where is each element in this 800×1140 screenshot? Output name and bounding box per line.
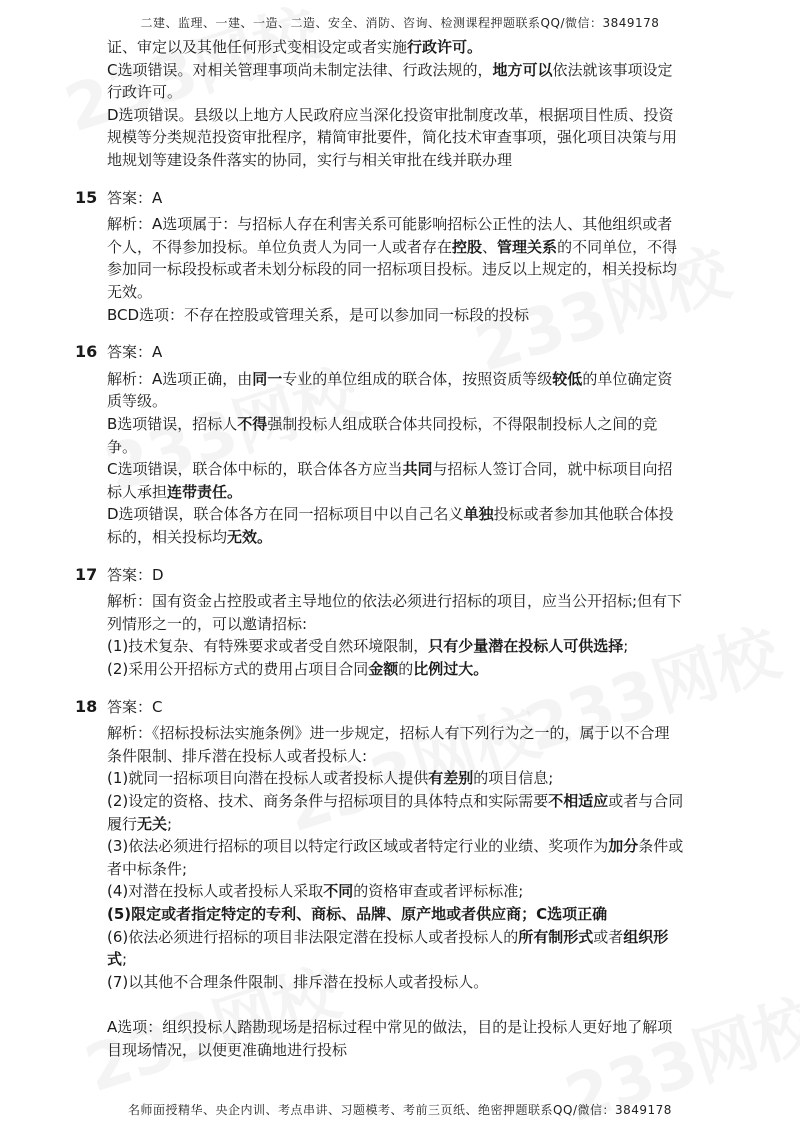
body-text: 的项目信息; (473, 769, 554, 788)
emphasis-text: 无关 (137, 814, 168, 833)
emphasis-text: 控股 (452, 237, 483, 256)
body-text: 的 (398, 660, 414, 678)
explanation-line (107, 368, 672, 390)
body-text: (1)技术复杂、有特殊要求或者受自然环境限制， (107, 637, 429, 656)
body-text: (1)就同一招标项目向潜在投标人或者投标人提供 (107, 769, 429, 788)
body-text: 地规划等建设条件落实的协同，实行与相关审批在线并联办理 (107, 151, 513, 169)
question-number: 15 (75, 187, 98, 207)
explanation-line (107, 767, 553, 789)
body-text: 答案：C (107, 697, 163, 716)
continuation-line (107, 126, 677, 148)
emphasis-text: 行政许可。 (407, 38, 483, 56)
body-text: 条件或 (638, 837, 684, 856)
explanation-line (107, 1016, 672, 1038)
explanation-line (107, 835, 683, 857)
explanation-line (107, 880, 523, 902)
continuation-line (107, 104, 674, 126)
body-text: BCD选项：不存在控股或管理关系，是可以参加同一标段的投标 (107, 305, 530, 324)
body-text: ; (623, 637, 629, 656)
emphasis-text: 有差别 (428, 769, 474, 788)
body-text: 的资格审查或者评标标准; (353, 882, 524, 901)
header-banner: 二建、监理、一建、一造、二造、安全、消防、咨询、检测课程押题联系QQ/微信：3849178 (140, 16, 660, 30)
body-text: (2)设定的资格、技术、商务条件与招标项目的具体特点和实际需要 (107, 792, 549, 810)
emphasis-text: 不得 (237, 415, 268, 433)
explanation-line (107, 745, 367, 767)
continuation-line (107, 59, 673, 81)
continuation-line (107, 81, 182, 103)
emphasis-text: 不相适应 (548, 792, 609, 810)
body-text: 答案：A (107, 343, 163, 362)
answer-label (107, 341, 162, 363)
body-text: 行政许可。 (107, 83, 183, 102)
emphasis-text: 同一 (252, 369, 283, 388)
explanation-line (107, 413, 657, 435)
emphasis-text: 地方可以 (492, 60, 553, 79)
explanation-line (107, 722, 670, 744)
explanation-line (107, 971, 488, 993)
body-text: (7)以其他不合理条件限制、排斥潜在投标人或者投标人。 (107, 972, 489, 991)
body-text: B选项错误，招标人 (107, 415, 238, 433)
emphasis-text: 组织形 (623, 927, 669, 946)
emphasis-text: 较低 (552, 369, 583, 388)
explanation-line (107, 948, 127, 970)
body-text: 或者与合同 (608, 792, 684, 810)
body-text: 质等级。 (107, 392, 168, 411)
explanation-line (107, 635, 628, 657)
body-text: 规模等分类规范投资审批程序，精简审批要件，简化技术审查事项，强化项目决策与用 (107, 128, 678, 147)
body-text: ; (122, 950, 128, 969)
emphasis-text: 单独 (463, 505, 494, 524)
answer-label (107, 696, 162, 718)
body-text: D选项错误。县级以上地方人民政府应当深化投资审批制度改革，根据项目性质、投资 (107, 105, 674, 124)
body-text: (6)依法必须进行招标的项目非法限定潜在投标人或者投标人的 (107, 927, 519, 946)
body-text: (4)对潜在投标人或者投标人采取 (107, 882, 324, 901)
explanation-line (107, 858, 187, 880)
body-text: 解析：A选项属于：与招标人存在利害关系可能影响招标公正性的法人、其他组织或者 (107, 215, 673, 234)
explanation-line (107, 213, 672, 235)
explanation-line (107, 1039, 347, 1061)
explanation-line (107, 236, 677, 258)
question-number: 17 (75, 564, 98, 584)
body-text: 列情形之一的，可以邀请招标: (107, 614, 308, 633)
body-text: D选项错误，联合体各方在同一招标项目中以自己名义 (107, 505, 464, 524)
body-text: 专业的单位组成的联合体，按照资质等级 (282, 369, 553, 388)
body-text: 强制投标人组成联合体共同投标，不得限制投标人之间的竞 (267, 415, 658, 433)
body-text: 个人，不得参加投标。单位负责人为同一人或者存在 (107, 237, 453, 256)
explanation-line (107, 903, 607, 925)
explanation-line (107, 813, 172, 835)
explanation-line (107, 790, 683, 812)
footer-banner: 名师面授精华、央企内训、考点串讲、习题模考、考前三页纸、绝密押题联系QQ/微信：3849178 (128, 1103, 672, 1117)
body-text: C选项错误，联合体中标的，联合体各方应当 (107, 460, 403, 479)
body-text: 证、审定以及其他任何形式变相设定或者实施 (107, 38, 408, 56)
body-text: 解析：《招标投标法实施条例》进一步规定，招标人有下列行为之一的，属于以不合理 (107, 724, 670, 743)
body-text: 解析：A选项正确，由 (107, 369, 253, 388)
emphasis-text: 不同 (323, 882, 354, 901)
body-text: 无效。 (107, 283, 153, 301)
emphasis-text: 所有制形式 (518, 927, 594, 946)
emphasis-text: 只有少量潜在投标人可供选择 (428, 637, 624, 656)
answer-label (107, 187, 162, 209)
body-text: 者中标条件; (107, 859, 188, 878)
body-text: 答案：A (107, 188, 163, 207)
explanation-line (107, 481, 242, 503)
question-number: 18 (75, 696, 98, 716)
explanation-line (107, 526, 272, 548)
body-text: 履行 (107, 814, 138, 833)
body-text: 的单位确定资 (582, 369, 673, 388)
explanation-line (107, 258, 677, 280)
emphasis-text: 共同 (402, 460, 433, 479)
explanation-line (107, 658, 488, 680)
emphasis-text: 比例过大。 (413, 660, 489, 678)
emphasis-text: 管理关系 (497, 237, 558, 256)
body-text: 、 (482, 237, 498, 256)
question-number: 16 (75, 342, 98, 362)
explanation-line (107, 926, 668, 948)
body-text: 标的，相关投标均 (107, 528, 228, 546)
body-text: 争。 (107, 437, 138, 456)
body-text: 标人承担 (107, 482, 168, 501)
body-text: 参加同一标段投标或者未划分标段的同一招标项目投标。违反以上规定的，相关投标均 (107, 260, 678, 279)
body-text: 与招标人签订合同，就中标项目向招 (432, 460, 673, 479)
body-text: 投标或者参加其他联合体投 (493, 505, 674, 524)
explanation-line (107, 390, 167, 412)
body-text: 的不同单位，不得 (557, 237, 678, 256)
answer-label (107, 564, 164, 586)
continuation-line (107, 36, 482, 58)
explanation-line (107, 613, 307, 635)
explanation-line (107, 304, 529, 326)
emphasis-text: 加分 (608, 837, 639, 856)
body-text: 答案：D (107, 565, 164, 584)
emphasis-text: 式 (107, 950, 123, 969)
explanation-line (107, 458, 673, 480)
body-text: 或者 (593, 927, 624, 946)
explanation-line (107, 503, 674, 525)
body-text: 目现场情况，以便更准确地进行投标 (107, 1040, 348, 1059)
body-text: C选项错误。对相关管理事项尚未制定法律、行政法规的， (107, 60, 493, 79)
explanation-line (107, 281, 152, 303)
body-text: 条件限制、排斥潜在投标人或者投标人: (107, 746, 368, 765)
body-text: (2)采用公开招标方式的费用占项目合同 (107, 660, 369, 678)
explanation-line (107, 590, 682, 612)
body-text: A选项：组织投标人踏勘现场是招标过程中常见的做法，目的是让投标人更好地了解项 (107, 1018, 673, 1036)
body-text: ; (167, 814, 173, 833)
continuation-line (107, 149, 512, 171)
watermark-logo (512, 602, 789, 770)
emphasis-text: 无效。 (227, 528, 273, 546)
emphasis-text: 金额 (368, 660, 399, 678)
body-text: (3)依法必须进行招标的项目以特定行政区域或者特定行业的业绩、奖项作为 (107, 837, 609, 856)
emphasis-text: (5)限定或者指定特定的专利、商标、品牌、原产地或者供应商；C选项正确 (107, 905, 608, 923)
explanation-line (107, 436, 137, 458)
emphasis-text: 连带责任。 (167, 482, 243, 501)
body-text: 依法就该事项设定 (552, 60, 673, 79)
body-text: 解析：国有资金占控股或者主导地位的依法必须进行招标的项目，应当公开招标;但有下 (107, 592, 683, 611)
